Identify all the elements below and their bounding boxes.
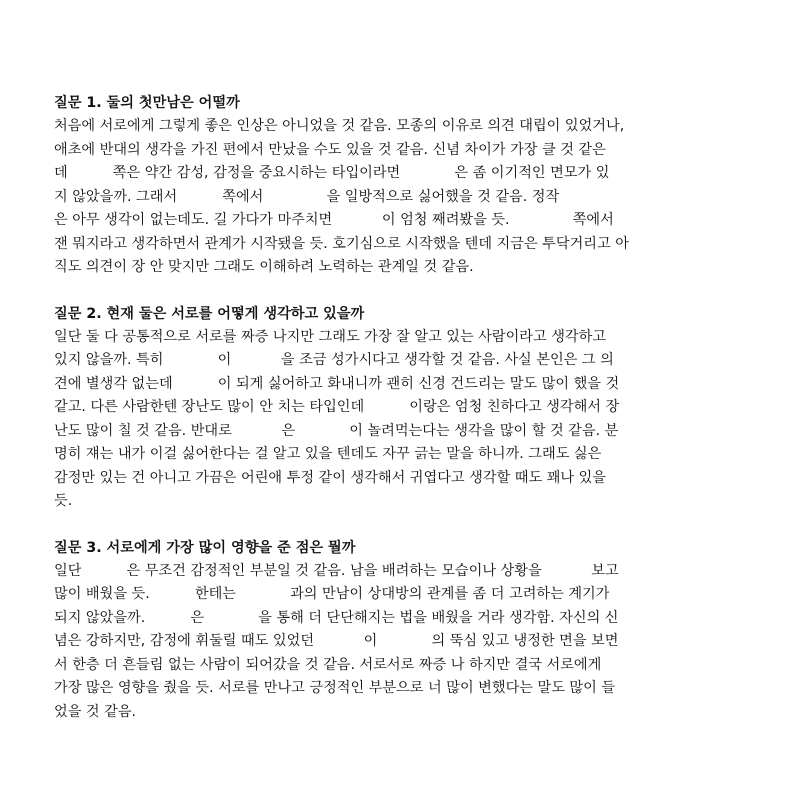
- question-1-title: 질문 1. 둘의 첫만남은 어떨까: [54, 95, 240, 111]
- question-3-title: 질문 3. 서로에게 가장 많이 영향을 준 점은 뭘까: [54, 539, 356, 556]
- question-2-line: 듯.: [54, 493, 73, 509]
- question-2-line: 명히 쟤는 내가 이걸 싫어한다는 걸 알고 있을 텐데도 자꾸 긁는 말을 하니까. 그래도 싫은: [54, 446, 602, 462]
- question-2-line: 일단 둘 다 공통적으로 서로를 짜증 나지만 그래도 가장 잘 알고 있는 사람이라고 생각하고: [54, 328, 607, 345]
- question-1-line: 지 않았을까. 그래서 쪽에서 을 일방적으로 싫어했을 것 같음. 정작: [54, 188, 560, 205]
- question-2-title: 질문 2. 현재 둘은 서로를 어떻게 생각하고 있을까: [54, 305, 365, 322]
- question-1-line: 직도 의견이 장 안 맞지만 그래도 이해하려 노력하는 관계일 것 같음.: [54, 259, 474, 275]
- question-2-line: 같고. 다른 사람한텐 장난도 많이 안 치는 타입인데 이랑은 엄청 친하다고 생각해서 장: [54, 399, 620, 415]
- question-2-line: 견에 별생각 없는데 이 되게 싫어하고 화내니까 괜히 신경 건드리는 말도 많이 했을 것: [54, 375, 620, 392]
- question-1-line: 잰 뭐지라고 생각하면서 관계가 시작됐을 듯. 호기심으로 시작했을 텐데 지금은 투닥거리고 아: [54, 235, 629, 252]
- question-3-line: 많이 배웠을 듯. 한테는 과의 만남이 상대방의 관계를 좀 더 고려하는 계기가: [54, 586, 610, 602]
- question-3-section: [54, 537, 754, 725]
- question-3-line: 일단 은 무조건 감정적인 부분일 것 같음. 남을 배려하는 모습이나 상황을 보고: [54, 562, 619, 579]
- question-1-line: 애초에 반대의 생각을 가진 편에서 만났을 수도 있을 것 같음. 신념 차이가 가장 클 것 같은: [54, 141, 606, 158]
- question-3-line: 가장 많은 영향을 줬을 듯. 서로를 만나고 긍정적인 부분으로 너 많이 변했다는 말도 많이 들: [54, 680, 616, 696]
- question-2-section: [54, 303, 754, 514]
- question-1-section: [54, 92, 754, 280]
- question-3-line: 되지 않았을까. 은 을 통해 더 단단해지는 법을 배웠을 거라 생각함. 자신의 신: [54, 609, 619, 626]
- section-spacer: [54, 280, 754, 303]
- section-spacer: [54, 514, 754, 537]
- question-2-line: 감정만 있는 건 아니고 가끔은 어린애 투정 같이 생각해서 귀엽다고 생각할 때도 꽤나 있을: [54, 469, 607, 486]
- question-2-line: 난도 많이 칠 것 같음. 반대로 은 이 놀려먹는다는 생각을 많이 할 것 같음. 분: [54, 422, 619, 439]
- document-body: [54, 92, 754, 724]
- question-2-line: 있지 않을까. 특히 이 을 조금 성가시다고 생각할 것 같음. 사실 본인은 그 의: [54, 352, 614, 368]
- question-1-line: 처음에 서로에게 그렇게 좋은 인상은 아니었을 것 같음. 모종의 이유로 의견 대립이 있었거나,: [54, 118, 625, 134]
- question-3-line: 념은 강하지만, 감정에 휘둘릴 때도 있었던 이 의 뚝심 있고 냉정한 면을 보면: [54, 633, 619, 649]
- question-1-line: 데 쪽은 약간 감성, 감정을 중요시하는 타입이라면 은 좀 이기적인 면모가 있: [54, 165, 610, 181]
- question-1-line: 은 아무 생각이 없는데도. 길 가다가 마주치면 이 엄청 째려봤을 듯. 쪽에서: [54, 212, 614, 228]
- question-3-line: 서 한층 더 흔들림 없는 사람이 되어갔을 것 같음. 서로서로 짜증 나 하지만 결국 서로에게: [54, 656, 602, 673]
- question-3-line: 었을 것 같음.: [54, 703, 137, 720]
